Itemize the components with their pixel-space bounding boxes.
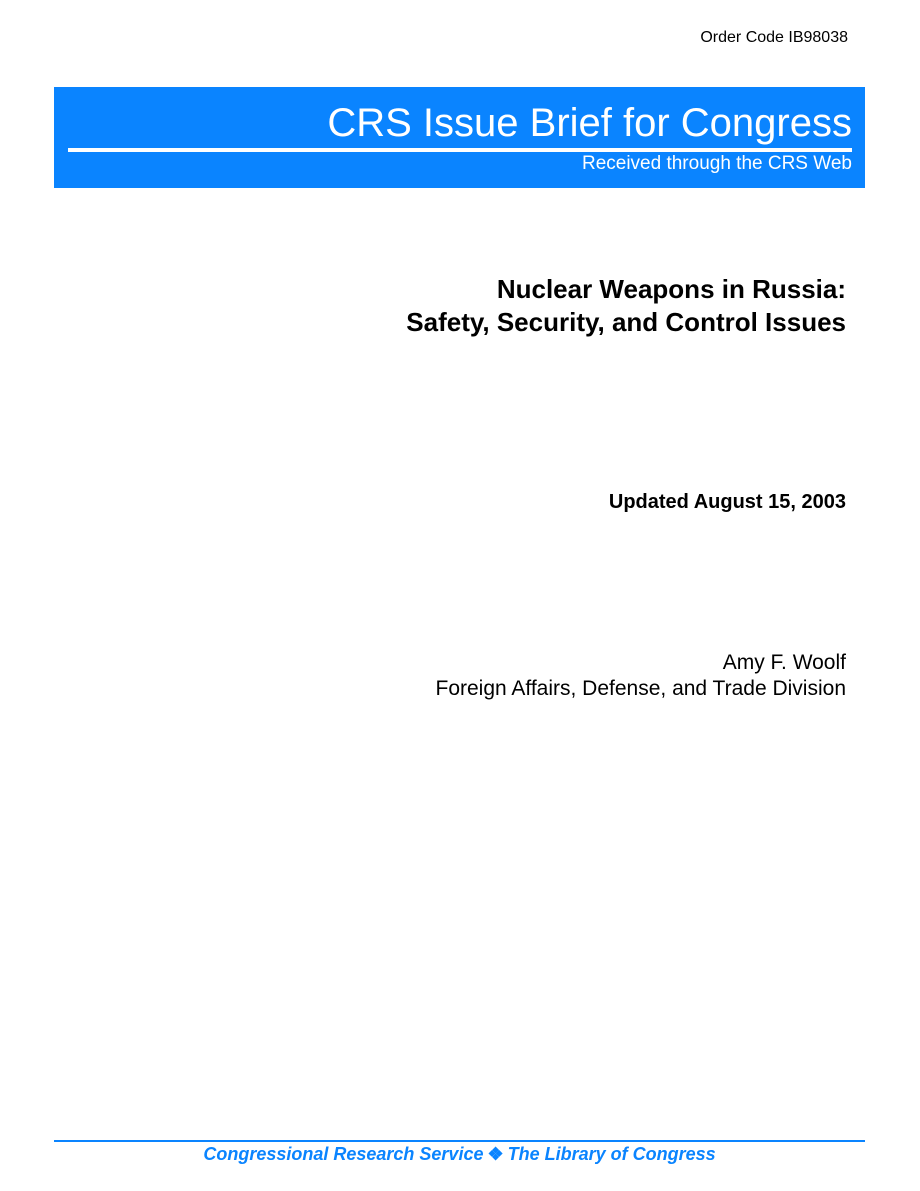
author-block	[436, 650, 847, 702]
banner-title: CRS Issue Brief for Congress	[327, 101, 852, 145]
footer-separator-icon: ❖	[487, 1144, 504, 1164]
banner-subtitle: Received through the CRS Web	[581, 153, 852, 174]
order-code: Order Code IB98038	[700, 29, 848, 46]
banner-divider	[68, 148, 852, 152]
report-title	[406, 273, 846, 339]
report-title-line-2: Safety, Security, and Control Issues	[406, 307, 846, 337]
author-division: Foreign Affairs, Defense, and Trade Division	[435, 677, 846, 700]
footer-crs: Congressional Research Service	[203, 1144, 484, 1164]
footer-divider	[54, 1140, 865, 1142]
author-name: Amy F. Woolf	[722, 651, 846, 674]
footer-library: The Library of Congress	[507, 1144, 716, 1164]
updated-date: Updated August 15, 2003	[608, 491, 846, 513]
report-title-line-1: Nuclear Weapons in Russia:	[496, 274, 846, 304]
footer	[54, 1143, 865, 1165]
crs-banner	[54, 87, 865, 188]
